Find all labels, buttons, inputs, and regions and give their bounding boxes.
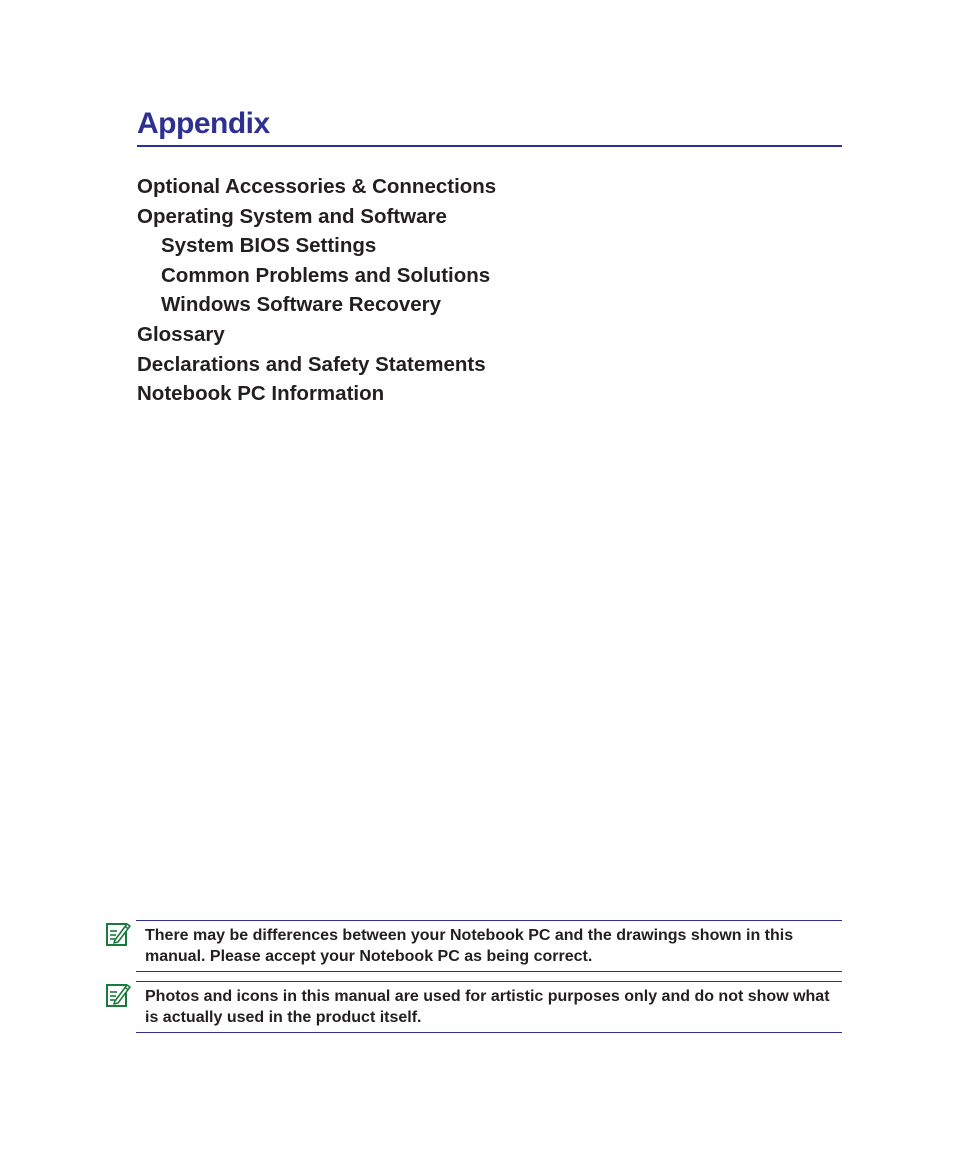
- toc-item-declarations[interactable]: Declarations and Safety Statements: [137, 352, 486, 376]
- toc-item-operating-system[interactable]: Operating System and Software: [137, 204, 447, 228]
- note-text: Photos and icons in this manual are used for artistic purposes only and do not show what is actually used in the product itself.: [145, 988, 830, 1026]
- toc-item-glossary[interactable]: Glossary: [137, 322, 225, 346]
- note-text: There may be differences between your Notebook PC and the drawings shown in this manual. Please accept your Notebook PC as being correct.: [145, 927, 794, 965]
- table-of-contents: [137, 172, 496, 409]
- toc-item-optional-accessories[interactable]: Optional Accessories & Connections: [137, 175, 497, 198]
- toc-item-common-problems[interactable]: Common Problems and Solutions: [161, 263, 491, 287]
- note-icon: [104, 981, 132, 1009]
- note-icon: [104, 920, 132, 948]
- toc-item-system-bios[interactable]: System BIOS Settings: [161, 234, 377, 258]
- note-box: [136, 981, 842, 1033]
- toc-item-windows-recovery[interactable]: Windows Software Recovery: [161, 293, 442, 317]
- title-divider: [137, 145, 842, 147]
- note-box: [136, 920, 842, 972]
- page-title: Appendix: [137, 107, 270, 140]
- toc-item-notebook-info[interactable]: Notebook PC Information: [137, 382, 385, 406]
